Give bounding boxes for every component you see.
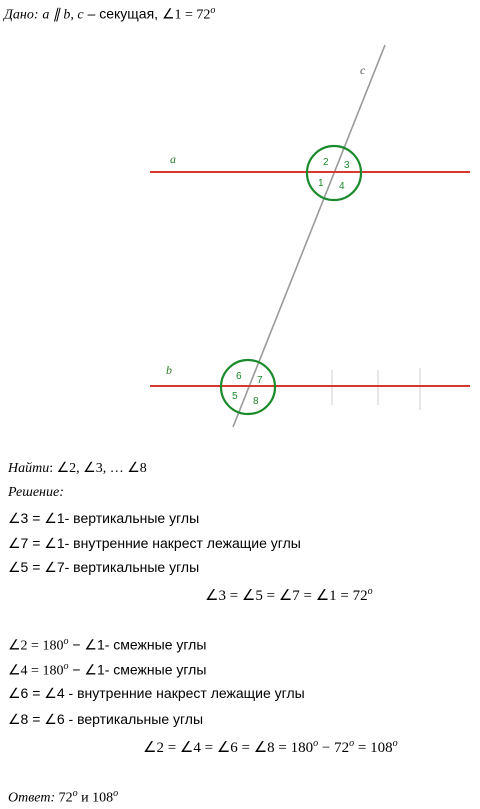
- line-c-label: c: [360, 63, 366, 77]
- result-1-text: ∠3 = ∠5 = ∠7 = ∠1 = 72: [205, 588, 368, 604]
- find-expr: : ∠2, ∠3, … ∠8: [49, 461, 147, 476]
- result-2-a: ∠2 = ∠4 = ∠6 = ∠8 = 180: [143, 740, 314, 756]
- solution-label: Решение:: [8, 485, 64, 500]
- step-4: ∠2 = $180^o$ − ∠1- смежные углы: [8, 636, 207, 654]
- given-angle-value: ∠1 = 72: [161, 7, 211, 23]
- transversal-line-c: [233, 45, 385, 427]
- angle-label-8: 8: [253, 396, 259, 407]
- step-3: ∠5 = ∠7- вертикальные углы: [8, 559, 200, 575]
- step-5-post: − ∠1- смежные углы: [68, 661, 207, 678]
- step-1: ∠3 = ∠1- вертикальные углы: [8, 510, 200, 526]
- step-5: ∠4 = $180^o$ − ∠1- смежные углы: [8, 661, 207, 679]
- result-2-c: = 108: [354, 740, 393, 756]
- find-label: Найти: [8, 461, 50, 476]
- find-line: [8, 458, 147, 478]
- angle-label-6: 6: [236, 371, 242, 382]
- angle-label-2: 2: [323, 157, 329, 168]
- step-2: ∠7 = ∠1- внутренние накрест лежащие углы: [8, 535, 301, 551]
- step-6: ∠6 = ∠4 - внутренние накрест лежащие углы: [8, 685, 305, 701]
- step-4-pre: ∠2 = 180: [8, 638, 64, 654]
- angle-label-1: 1: [318, 178, 324, 189]
- angle-label-3: 3: [344, 160, 350, 171]
- given-transversal-text: – секущая,: [83, 5, 162, 22]
- faint-artifacts: [332, 368, 420, 410]
- given-line: [4, 2, 215, 25]
- answer-value-1: 72: [55, 790, 73, 806]
- result-2-b: − 72: [318, 740, 350, 756]
- step-4-post: − ∠1- смежные углы: [68, 636, 207, 653]
- given-label: Дано:: [4, 7, 39, 23]
- answer-label: Ответ:: [8, 790, 56, 806]
- angle-label-7: 7: [257, 375, 263, 386]
- answer-value-2: и 108: [77, 790, 114, 806]
- line-b-label: b: [166, 363, 172, 377]
- angle-label-5: 5: [232, 391, 238, 402]
- given-degree: o: [210, 5, 216, 16]
- line-a-label: a: [170, 152, 176, 166]
- step-5-pre: ∠4 = 180: [8, 663, 64, 679]
- result-2: ∠2 = ∠4 = ∠6 = ∠8 = $180^o - 72^o = 108^o$: [143, 738, 398, 756]
- result-1: ∠3 = ∠5 = ∠7 = ∠1 = $72^o$: [205, 586, 373, 604]
- step-7: ∠8 = ∠6 - вертикальные углы: [8, 711, 204, 727]
- given-expr-parallel: a ∥ b, c: [42, 7, 84, 23]
- geometry-figure: [0, 25, 480, 435]
- angle-label-4: 4: [339, 181, 345, 192]
- answer-line: Ответ: 72$^o$ и 108$^o$: [8, 788, 119, 806]
